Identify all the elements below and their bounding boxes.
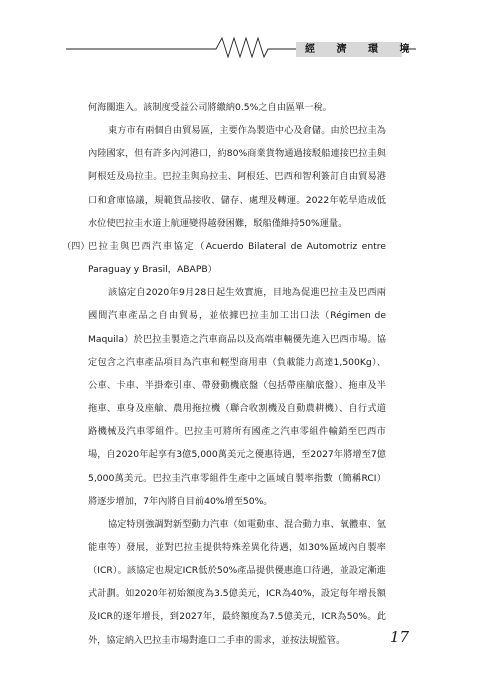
paragraph-agreement-details: 該協定自2020年9月28日起生效實施，目地為促進巴拉圭及巴西兩國間汽車產品之自由貿易，並依據巴拉圭加工出口法（Régimen de Maquila）於巴拉圭製造之汽車商品以及高端車輛優先進入巴西市場。協定包含之汽車產品項目為汽車和輕型商用車（負載能力高達1,500Kg）、公車、卡車、半掛牽引車、帶發動機底盤（包括帶座艙底盤）、拖車及半拖車、車身及座艙、農用拖拉機（聯合收割機及自動農耕機）、自行式道路機械及汽車零組件。巴拉圭可將所有國產之汽車零組件輸銷至巴西市場，自2020年起享有3億5,000萬美元之優惠待遇，至2027年將增至7億5,000萬美元。巴拉圭汽車零組件生產中之區域自製率指數（簡稱RCI）將逐步增加，7年內將自目前40%增至50%。 — [88, 287, 386, 507]
paragraph-continuation: 何海關進入。該制度受益公司將繳納0.5%之自由區單一稅。 — [88, 102, 332, 113]
header-section-title: 經 濟 環 境 — [296, 42, 402, 57]
section-title: 巴拉圭與巴西汽車協定（Acuerdo Bilateral de Automotriz entre Paraguay y Brasil，ABAPB） — [88, 240, 386, 276]
paragraph-free-trade-zones: 東方市有兩個自由貿易區，主要作為製造中心及倉儲。由於巴拉圭為內陸國家，但有許多內河港口，約80%商業貨物通過接駁船連接巴拉圭與阿根廷及烏拉圭。巴拉圭與烏拉圭、阿根廷、巴西和智利簽訂自由貿易港口和倉庫協議，規範貨品接收、儲存、處理及轉運。2022年乾旱造成低水位使巴拉圭水道上航運變得越發困難，駁船僅維持50%運量。 — [88, 125, 386, 229]
document-body — [62, 96, 386, 652]
paragraph-new-energy-vehicles: 協定特別強調對新型動力汽車（如電動車、混合動力車、氧體車、氫能車等）發展，並對巴拉圭提供特殊差異化待遇，如30%區域內自製率（ICR）。該協定也規定ICR低於50%產品提供優惠進口待遇，並設定漸進式計劃。如2020年初始額度為3.5億美元，ICR為40%，設定每年增長額及ICR的逐年增長，到2027年，最終額度為7.5億美元，ICR為50%。此外，協定納入巴拉圭市場對進口二手車的需求，並按法規監管。 — [88, 518, 386, 646]
section-heading — [62, 235, 386, 281]
page-number: 17 — [390, 628, 410, 646]
page-header — [0, 0, 480, 60]
section-number: （四） — [62, 240, 90, 252]
